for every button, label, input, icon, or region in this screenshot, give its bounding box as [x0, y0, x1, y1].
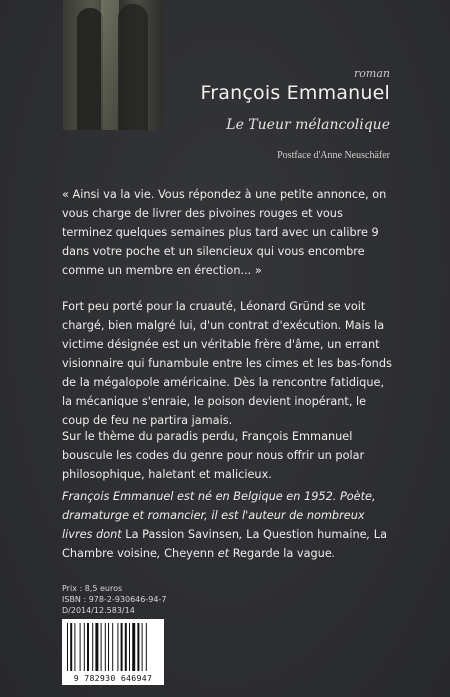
barcode-bar: [80, 623, 81, 671]
barcode-bar: [146, 623, 147, 671]
barcode-bar: [132, 623, 135, 671]
barcode-bar: [87, 623, 89, 671]
bio-sep-1: ,: [238, 528, 247, 541]
barcode-bar: [129, 623, 130, 671]
barcode-bar: [108, 623, 109, 671]
bio-sep-3: ,: [156, 547, 165, 560]
author-bio: [62, 487, 392, 563]
blurb-paragraph-1: Fort peu porté pour la cruauté, Léonard Gründ se voit chargé, bien malgré lui, d'un contrat d'exécution. Mais la victime désignée est un véritable frère d'âme, un errant visionnaire qui funambule entre les cimes et les bas-fonds de la mégalopole américaine. Dès la rencontre fatidique, la mécanique s'enraie, le poison devient inopérant, le coup de feu ne partira jamais.: [62, 300, 392, 427]
photo-figure-right: [118, 4, 148, 130]
barcode-bar: [84, 623, 85, 671]
barcode-bar: [137, 623, 139, 671]
barcode-bar: [121, 623, 123, 671]
bio-title-3: La Chambre voisine: [62, 528, 387, 560]
photo-light-strip: [101, 0, 119, 130]
bio-intro: François Emmanuel est né en Belgique en 1952. Poète, dramaturge et romancier, il est l'auteur de nombreux livres dont: [62, 490, 376, 541]
barcode-bar: [125, 623, 127, 671]
barcode-bar: [74, 623, 75, 671]
barcode-bar: [67, 623, 68, 671]
photo-figure-left: [77, 8, 103, 130]
barcode-bar: [70, 623, 72, 671]
barcode-bar: [101, 623, 102, 671]
barcode-bars: [67, 623, 159, 671]
postface-credit: Postface d'Anne Neuschäfer: [277, 150, 390, 161]
barcode-digits: 9 782930 646947: [73, 673, 153, 683]
cover-photo: [63, 0, 163, 130]
publication-info: [62, 583, 166, 616]
barcode-bar: [92, 623, 93, 671]
barcode-bar: [112, 623, 113, 671]
legal-deposit-line: D/2014/12.583/14: [62, 606, 135, 615]
bio-end: .: [331, 547, 336, 560]
bio-title-5: Regarde la vague: [232, 547, 332, 560]
bio-title-1: La Passion Savinsen: [125, 528, 239, 541]
barcode-bar: [117, 623, 118, 671]
barcode-bar: [105, 623, 106, 671]
bio-title-2: La Question humaine: [246, 528, 367, 541]
bio-title-4: Cheyenn: [164, 547, 215, 560]
author-name: François Emmanuel: [200, 82, 390, 104]
price-line: Prix : 8,5 euros: [62, 584, 123, 593]
barcode-bar: [95, 623, 98, 671]
isbn-line: ISBN : 978-2-930646-94-7: [62, 595, 167, 604]
blurb-quote: « Ainsi va la vie. Vous répondez à une petite annonce, on vous charge de livrer des pivoines rouges et vous terminez quelques semaines plus tard avec un calibre 9 dans votre poche et un silencieux qui vous encombre comme un membre en érection... »: [62, 188, 387, 277]
book-title: Le Tueur mélancolique: [226, 117, 390, 133]
bio-sep-2: ,: [366, 528, 374, 541]
barcode-bar: [142, 623, 143, 671]
genre-label: roman: [354, 67, 390, 80]
blurb-paragraph-2: Sur le thème du paradis perdu, François Emmanuel bouscule les codes du genre pour nous offrir un polar philosophique, haletant et malicieux.: [62, 430, 365, 481]
barcode: [62, 619, 164, 685]
bio-sep-4: et: [214, 547, 233, 560]
